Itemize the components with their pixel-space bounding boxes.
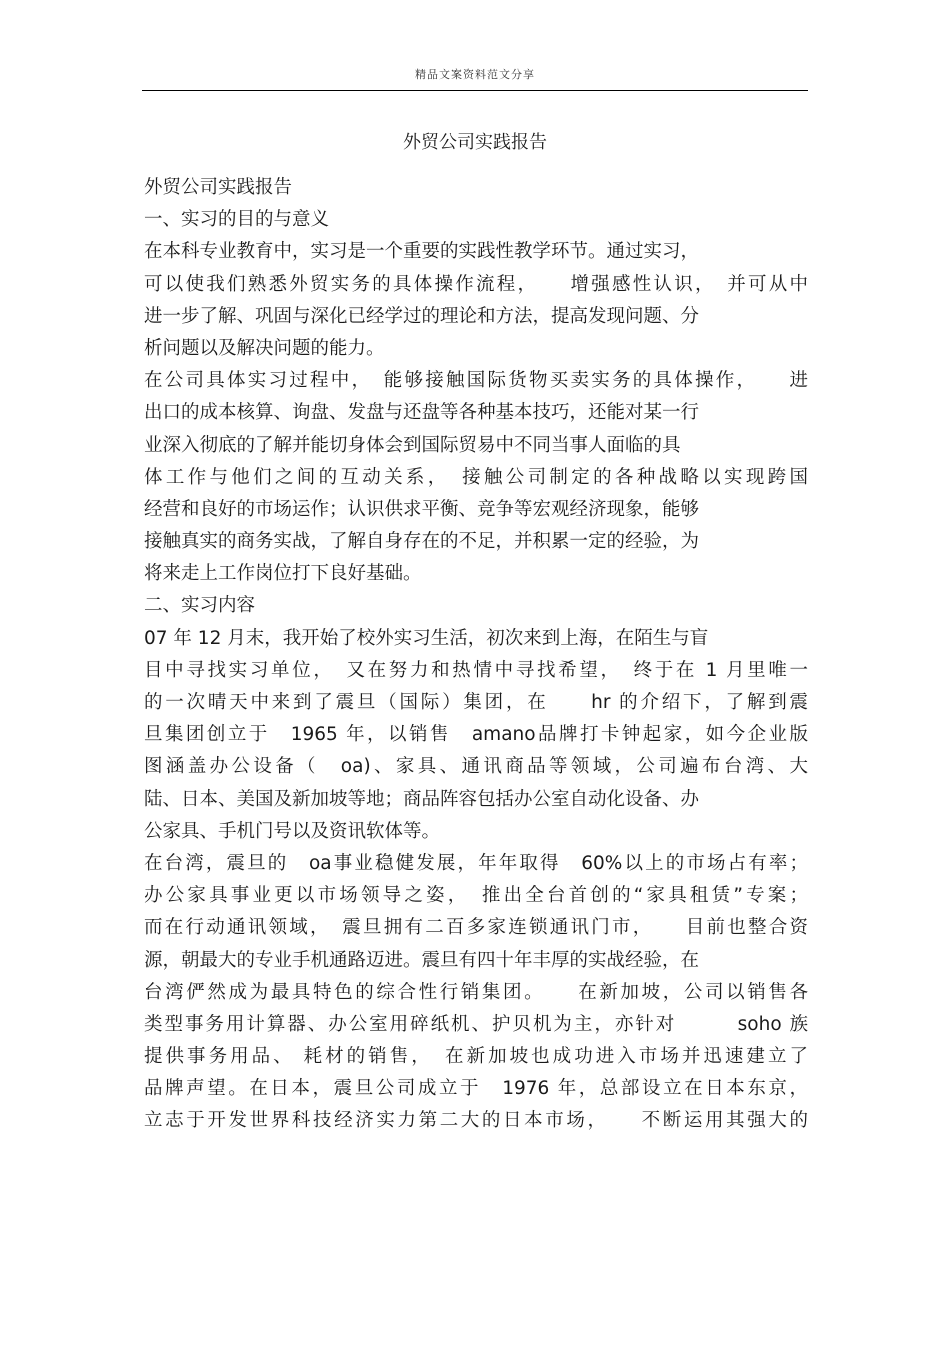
text-line: 目中寻找实习单位， 又在努力和热情中寻找希望， 终于在 1 月里唯一	[144, 659, 808, 681]
text-line: 的一次晴天中来到了震旦（国际）集团，在 hr 的介绍下，了解到震	[144, 692, 808, 713]
header-text: 精品文案资料范文分享	[415, 68, 535, 81]
text-line: 提供事务用品、 耗材的销售， 在新加坡也成功进入市场并迅速建立了	[144, 1046, 808, 1068]
text-line: 析问题以及解决问题的能力。	[144, 337, 385, 359]
text-line: 品牌声望。在日本，震旦公司成立于 1976 年，总部设立在日本东京，	[144, 1078, 808, 1100]
text-line: 二、实习内容	[144, 595, 256, 617]
text-line: 源，朝最大的专业手机通路迈进。震旦有四十年丰厚的实战经验，在	[144, 949, 700, 971]
text-line: 接触真实的商务实战，了解自身存在的不足，并积累一定的经验，为	[144, 531, 700, 553]
text-line: 在台湾，震旦的 oa事业稳健发展，年年取得 60%以上的市场占有率；	[144, 852, 808, 874]
text-line: 07 年 12 月末，我开始了校外实习生活，初次来到上海，在陌生与盲	[144, 627, 709, 649]
text-line: 可以使我们熟悉外贸实务的具体操作流程， 增强感性认识， 并可从中	[144, 273, 808, 295]
text-line: 旦集团创立于 1965 年，以销售 amano品牌打卡钟起家，如今企业版	[144, 724, 808, 746]
text-line: 而在行动通讯领域， 震旦拥有二百多家连锁通讯门市， 目前也整合资	[144, 917, 808, 939]
text-line: 图涵盖办公设备（ oa)、家具、通讯商品等领域，公司遍布台湾、大	[144, 756, 808, 778]
document-body	[144, 172, 808, 1138]
text-line: 一、实习的目的与意义	[144, 209, 330, 231]
header-divider	[142, 90, 808, 91]
document-title: 外贸公司实践报告	[403, 132, 547, 153]
text-line: 办公家具事业更以市场领导之姿， 推出全台首创的“家具租赁”专案；	[144, 885, 808, 907]
text-line: 在公司具体实习过程中， 能够接触国际货物买卖实务的具体操作， 进	[144, 370, 808, 392]
text-line: 立志于开发世界科技经济实力第二大的日本市场， 不断运用其强大的	[144, 1110, 808, 1132]
text-line: 外贸公司实践报告	[144, 177, 293, 198]
text-line: 在本科专业教育中，实习是一个重要的实践性教学环节。通过实习，	[144, 241, 700, 263]
text-line: 进一步了解、巩固与深化已经学过的理论和方法，提高发现问题、分	[144, 305, 700, 327]
text-line: 类型事务用计算器、办公室用碎纸机、护贝机为主，亦针对 soho 族	[144, 1013, 808, 1035]
text-line: 台湾俨然成为最具特色的综合性行销集团。 在新加坡，公司以销售各	[144, 981, 808, 1003]
text-line: 公家具、手机门号以及资讯软体等。	[144, 820, 441, 842]
text-line: 体工作与他们之间的互动关系， 接触公司制定的各种战略以实现跨国	[144, 466, 808, 488]
text-line: 业深入彻底的了解并能切身体会到国际贸易中不同当事人面临的具	[144, 434, 681, 456]
text-line: 出口的成本核算、询盘、发盘与还盘等各种基本技巧，还能对某一行	[144, 402, 700, 424]
text-line: 经营和良好的市场运作；认识供求平衡、竞争等宏观经济现象，能够	[144, 498, 700, 520]
text-line: 陆、日本、美国及新加坡等地；商品阵容包括办公室自动化设备、办	[144, 788, 700, 810]
text-line: 将来走上工作岗位打下良好基础。	[144, 563, 422, 585]
